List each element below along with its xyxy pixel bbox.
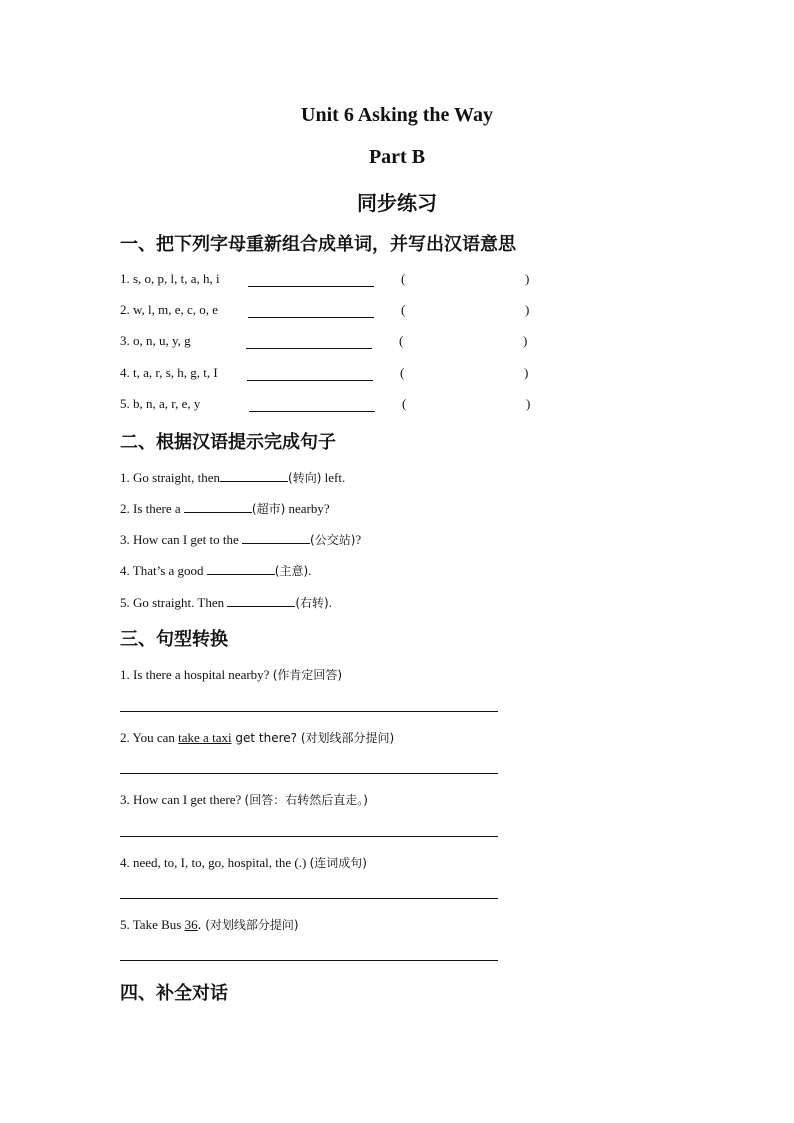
s3-item-2 [120,729,394,746]
s1-open-paren-4: ( [400,365,405,380]
s1-open-paren-1: ( [401,271,406,286]
s1-open-paren-2: ( [401,302,406,317]
s1-answer-blank-1[interactable] [248,286,374,287]
section1-heading: 一、把下列字母重新组合成单词，并写出汉语意思 [120,234,516,255]
s2-hint-1: (转向) [288,471,322,485]
s3-item-2-instruction: get there? (对划线部分提问) [231,731,395,745]
s2-item-3-end: ? [355,532,362,547]
s2-item-5 [120,594,332,611]
s2-item-5-end: . [328,595,332,610]
s3-item-1-instruction: (作肯定回答) [272,668,343,682]
s3-item-5-underlined: 36 [184,917,198,932]
s2-item-2-text: 2. Is there a [120,501,184,516]
s3-item-4-text: 4. need, to, I, to, go, hospital, the (.) [120,855,310,870]
s2-item-2 [120,500,330,517]
s2-hint-4: (主意) [274,564,309,578]
s3-answer-line-2[interactable] [120,773,498,774]
s2-item-4-text: 4. That’s a good [120,563,207,578]
s2-answer-blank-4[interactable] [207,562,275,575]
section3-heading: 三、句型转换 [120,629,228,650]
section4-heading: 四、补全对话 [120,983,228,1004]
s2-item-3 [120,531,361,548]
s3-item-1-text: 1. Is there a hospital nearby? [120,667,273,682]
s1-close-paren-3: ) [523,333,528,348]
s2-answer-blank-5[interactable] [227,594,295,607]
page-title: Unit 6 Asking the Way [301,104,493,126]
s2-hint-3: (公交站) [310,533,356,547]
s2-hint-5: (右转) [295,596,329,610]
s2-answer-blank-1[interactable] [220,469,288,482]
s3-item-5-text: 5. Take Bus [120,917,185,932]
s3-answer-line-3[interactable] [120,836,498,837]
s1-answer-blank-4[interactable] [247,380,373,381]
section2-heading: 二、根据汉语提示完成句子 [120,432,336,453]
s1-item-5: 5. b, n, a, r, e, y [120,396,201,411]
s1-close-paren-5: ) [526,396,531,411]
s3-item-5-instruction: . (对划线部分提问) [197,918,299,932]
s3-item-3 [120,791,368,808]
s3-item-3-text: 3. How can I get there? [120,792,245,807]
s1-close-paren-4: ) [524,365,529,380]
s3-item-2-underlined: take a taxi [178,730,232,745]
s1-item-4: 4. t, a, r, s, h, g, t, I [120,365,218,380]
s1-answer-blank-5[interactable] [249,411,375,412]
s3-answer-line-1[interactable] [120,711,498,712]
s1-item-1: 1. s, o, p, l, t, a, h, i [120,271,220,286]
s3-item-4-instruction: (连词成句) [309,856,367,870]
s3-item-3-instruction: (回答：右转然后直走。) [244,793,368,807]
s1-open-paren-5: ( [402,396,407,411]
s1-close-paren-1: ) [525,271,530,286]
s2-item-1-end: left. [321,470,346,485]
s3-item-2-text: 2. You can [120,730,179,745]
s2-answer-blank-2[interactable] [184,500,252,513]
s3-answer-line-5[interactable] [120,960,498,961]
s3-item-1 [120,666,342,683]
s2-item-5-text: 5. Go straight. Then [120,595,228,610]
s2-item-1-text: 1. Go straight, then [120,470,221,485]
s1-close-paren-2: ) [525,302,530,317]
s1-answer-blank-2[interactable] [248,317,374,318]
s1-answer-blank-3[interactable] [246,348,372,349]
s1-open-paren-3: ( [399,333,404,348]
s2-item-4-end: . [308,563,312,578]
s2-item-1 [120,469,345,486]
part-label: Part B [368,146,426,168]
s2-hint-2: (超市) [251,502,286,516]
s3-answer-line-4[interactable] [120,898,498,899]
s3-item-5 [120,916,299,933]
s2-item-3-text: 3. How can I get to the [120,532,243,547]
s3-item-4 [120,854,367,871]
page-subtitle: 同步练习 [357,191,437,215]
s2-item-4 [120,562,311,579]
s1-item-3: 3. o, n, u, y, g [120,333,191,348]
s2-item-2-end: nearby? [285,501,330,516]
s2-answer-blank-3[interactable] [242,531,310,544]
s1-item-2: 2. w, l, m, e, c, o, e [120,302,219,317]
